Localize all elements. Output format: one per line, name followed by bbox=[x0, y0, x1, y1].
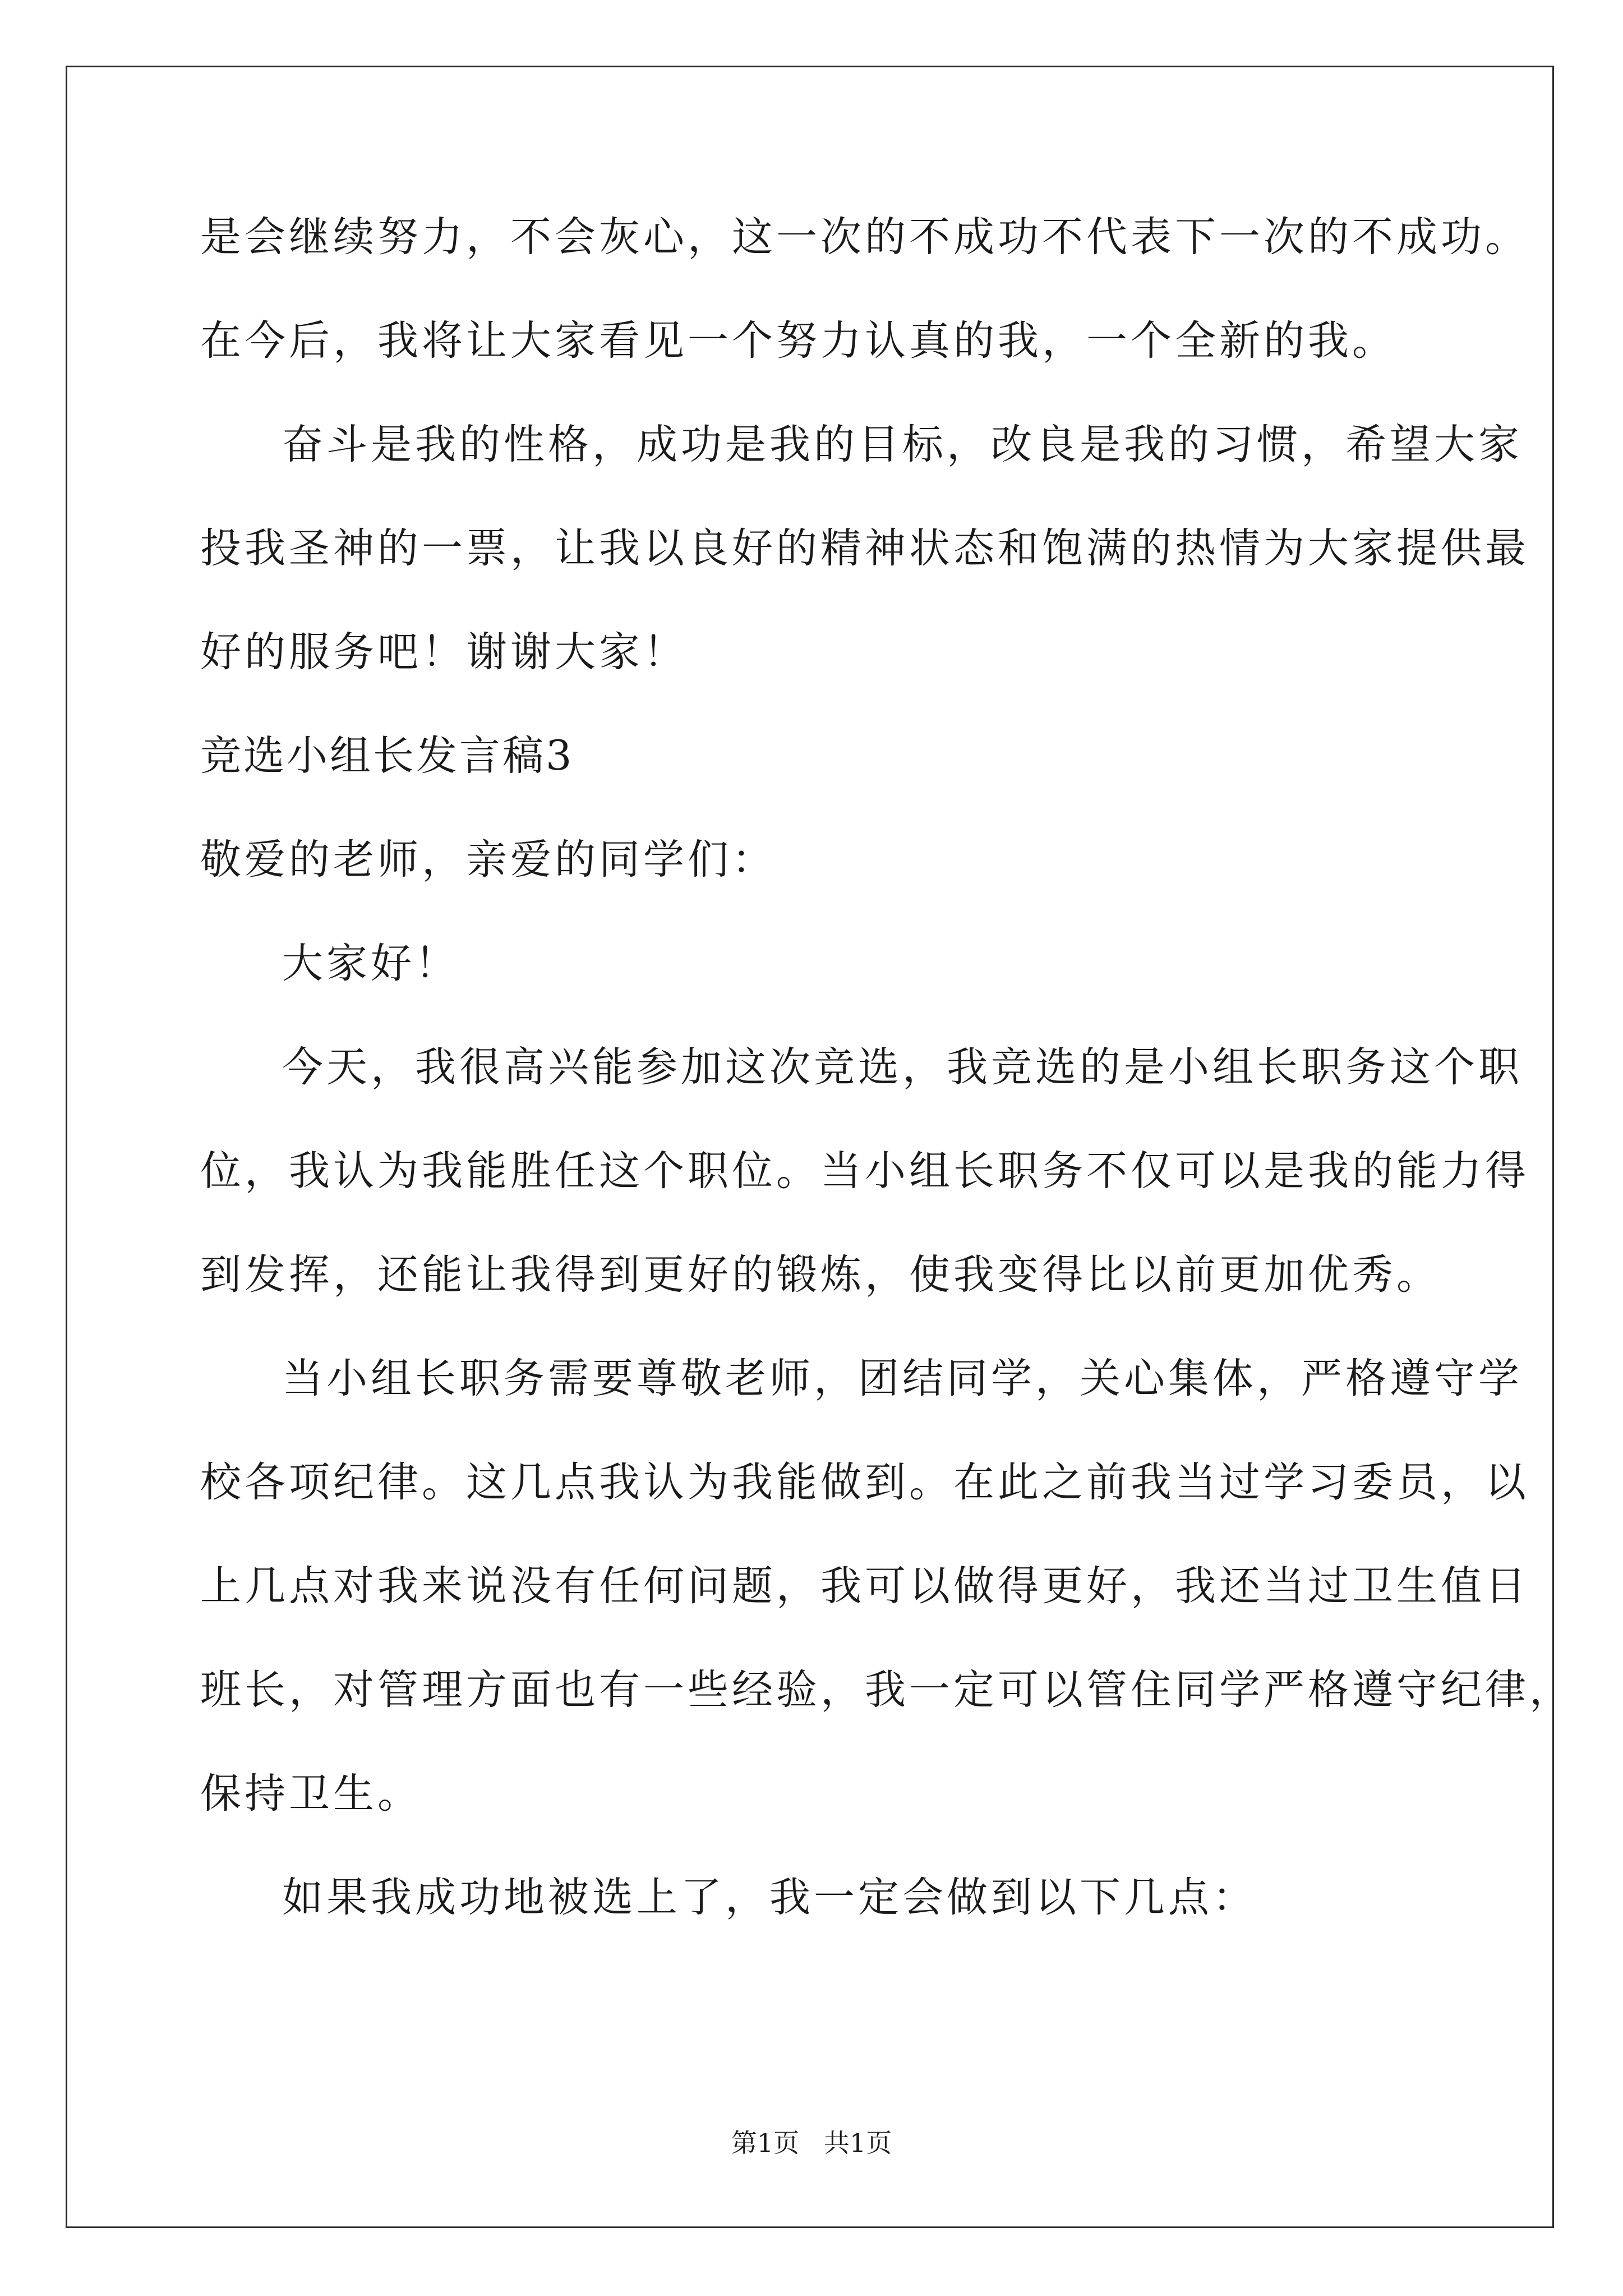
paragraph-line: 位，我认为我能胜任这个职位。当小组长职务不仅可以是我的能力得 bbox=[200, 1147, 1529, 1195]
paragraph-line: 在今后，我将让大家看见一个努力认真的我，一个全新的我。 bbox=[200, 317, 1396, 365]
paragraph-line: 当小组长职务需要尊敬老师，团结同学，关心集体，严格遵守学 bbox=[282, 1355, 1523, 1402]
paragraph-line: 上几点对我来说没有任何问题，我可以做得更好，我还当过卫生值日 bbox=[200, 1562, 1529, 1610]
paragraph-line: 保持卫生。 bbox=[200, 1770, 422, 1818]
section-heading: 竞选小组长发言稿3 bbox=[200, 732, 574, 780]
paragraph-line: 班长，对管理方面也有一些经验，我一定可以管住同学严格遵守纪律， bbox=[200, 1666, 1574, 1714]
document-body bbox=[200, 210, 1574, 1975]
paragraph-line: 是会继续努力，不会灰心，这一次的不成功不代表下一次的不成功。 bbox=[200, 213, 1529, 261]
page-number-footer: 第1页 共1页 bbox=[731, 2128, 892, 2158]
paragraph-line: 好的服务吧！谢谢大家！ bbox=[200, 628, 688, 676]
paragraph-line: 投我圣神的一票，让我以良好的精神状态和饱满的热情为大家提供最 bbox=[200, 524, 1529, 572]
paragraph-line: 到发挥，还能让我得到更好的锻炼，使我变得比以前更加优秀。 bbox=[200, 1251, 1441, 1299]
salutation: 敬爱的老师，亲爱的同学们： bbox=[200, 836, 776, 884]
paragraph-line: 奋斗是我的性格，成功是我的目标，改良是我的习惯，希望大家 bbox=[282, 421, 1523, 468]
paragraph-line: 如果我成功地被选上了，我一定会做到以下几点： bbox=[282, 1874, 1257, 1921]
greeting: 大家好！ bbox=[282, 940, 459, 987]
paragraph-line: 校各项纪律。这几点我认为我能做到。在此之前我当过学习委员，以 bbox=[200, 1458, 1529, 1506]
paragraph-line: 今天，我很高兴能参加这次竞选，我竞选的是小组长职务这个职 bbox=[282, 1043, 1523, 1091]
